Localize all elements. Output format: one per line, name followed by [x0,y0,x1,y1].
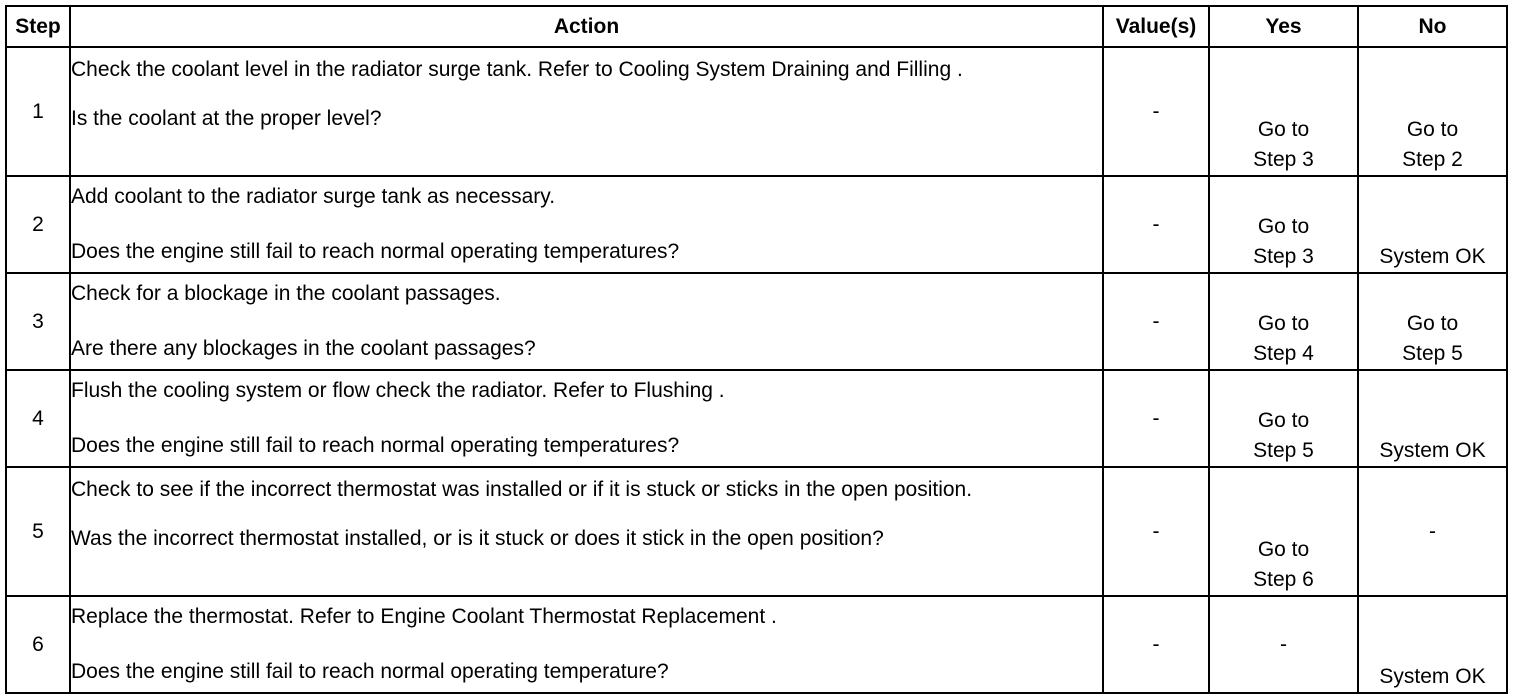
table-row [6,370,1507,467]
header-values: Value(s) [1103,6,1209,47]
question-text: Does the engine still fail to reach normal operating temperatures? [71,434,680,457]
table-row [6,176,1507,273]
no-target: Step 5 [1402,342,1463,365]
no-cell [1358,176,1507,273]
diagnostic-table [5,5,1508,694]
value-cell: - [1103,370,1209,467]
yes-go-to: Go to [1257,538,1310,561]
no-go-to: Go to [1406,312,1459,335]
table-row [6,47,1507,176]
action-text: Check the coolant level in the radiator surge tank. Refer to Cooling System Draining and Filling . [71,58,963,81]
value-cell: - [1103,596,1209,693]
yes-target: Step 3 [1253,148,1314,171]
table-header-row [6,6,1507,47]
no-go-to: Go to [1406,118,1459,141]
value-cell: - [1103,467,1209,596]
step-number: 6 [6,596,70,693]
yes-target: Step 5 [1253,439,1314,462]
action-cell [70,596,1103,693]
yes-cell [1209,273,1358,370]
header-action: Action [70,6,1103,47]
no-target: System OK [1379,245,1486,268]
yes-target: Step 4 [1253,342,1314,365]
no-target: - [1429,519,1436,543]
action-cell [70,467,1103,596]
no-target: System OK [1379,665,1486,688]
table-row [6,273,1507,370]
yes-cell [1209,47,1358,176]
no-cell [1358,467,1507,596]
yes-cell [1209,467,1358,596]
yes-go-to: Go to [1257,118,1310,141]
no-cell [1358,370,1507,467]
step-number: 5 [6,467,70,596]
action-cell [70,273,1103,370]
yes-cell [1209,370,1358,467]
question-text: Are there any blockages in the coolant passages? [71,337,536,360]
value-cell: - [1103,273,1209,370]
yes-cell [1209,596,1358,693]
no-target: Step 2 [1402,148,1463,171]
step-number: 4 [6,370,70,467]
yes-go-to: Go to [1257,312,1310,335]
table-row [6,467,1507,596]
action-text: Flush the cooling system or flow check the radiator. Refer to Flushing . [71,379,725,402]
value-cell: - [1103,176,1209,273]
header-yes: Yes [1209,6,1358,47]
no-cell [1358,273,1507,370]
yes-target: Step 3 [1253,245,1314,268]
header-no: No [1358,6,1507,47]
question-text: Does the engine still fail to reach normal operating temperature? [71,660,669,683]
yes-target: - [1280,632,1287,656]
table-row [6,596,1507,693]
action-cell [70,176,1103,273]
yes-go-to: Go to [1257,409,1310,432]
action-text: Check to see if the incorrect thermostat was installed or if it is stuck or sticks in the open position. [71,478,973,501]
action-cell [70,47,1103,176]
yes-target: Step 6 [1253,568,1314,591]
no-cell [1358,596,1507,693]
value-cell: - [1103,47,1209,176]
yes-cell [1209,176,1358,273]
action-text: Replace the thermostat. Refer to Engine Coolant Thermostat Replacement . [71,605,777,628]
action-cell [70,370,1103,467]
question-text: Does the engine still fail to reach normal operating temperatures? [71,240,680,263]
step-number: 2 [6,176,70,273]
yes-go-to: Go to [1257,215,1310,238]
action-text: Check for a blockage in the coolant passages. [71,282,501,305]
step-number: 3 [6,273,70,370]
question-text: Is the coolant at the proper level? [71,107,382,130]
no-target: System OK [1379,439,1486,462]
no-cell [1358,47,1507,176]
action-text: Add coolant to the radiator surge tank as necessary. [71,185,556,208]
question-text: Was the incorrect thermostat installed, or is it stuck or does it stick in the open position? [71,527,884,550]
step-number: 1 [6,47,70,176]
header-step: Step [6,6,70,47]
